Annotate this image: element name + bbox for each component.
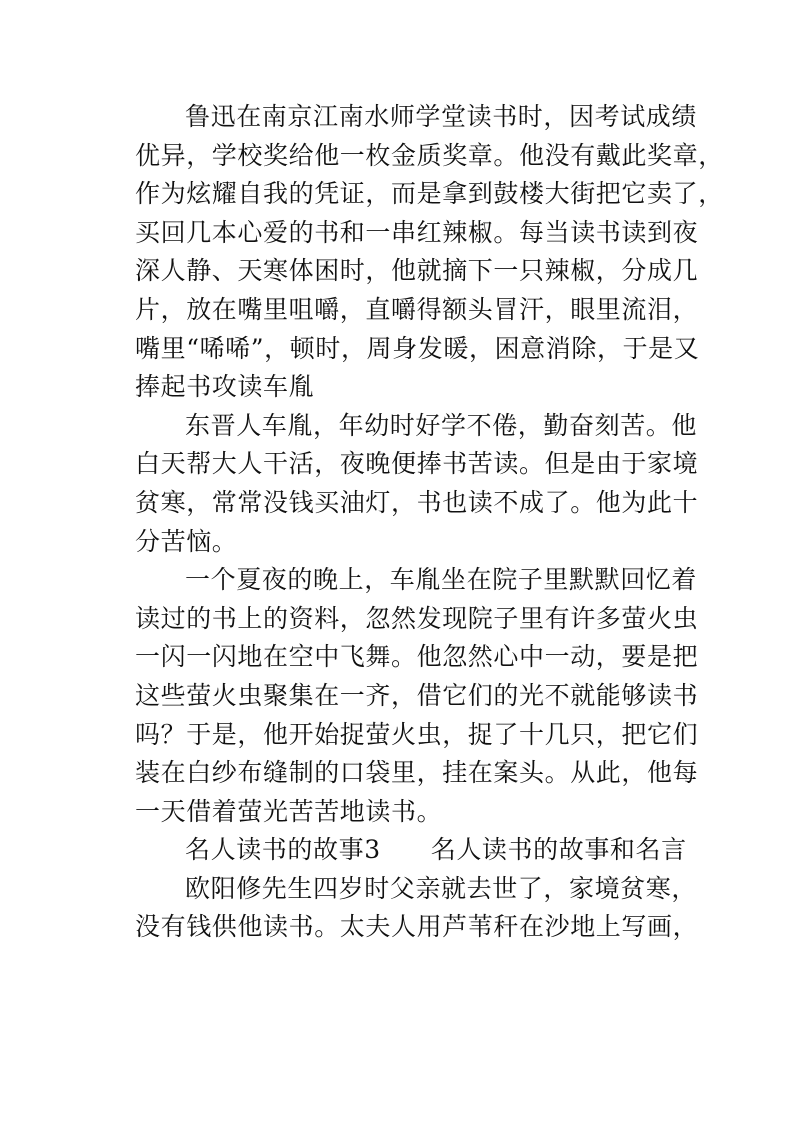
paragraph-line: 嘴里“唏唏”，顿时，周身发暖，困意消除，于是又 [135,333,700,363]
paragraph-line: 东晋人车胤，年幼时好学不倦，勤奋刻苦。他 [185,410,698,440]
paragraph-line: 片，放在嘴里咀嚼，直嚼得额头冒汗，眼里流泪， [135,294,699,324]
paragraph-line: 买回几本心爱的书和一串红辣椒。每当读书读到夜 [135,217,699,247]
paragraph-line: 读过的书上的资料，忽然发现院子里有许多萤火虫 [135,603,699,633]
paragraph-line: 吗？于是，他开始捉萤火虫，捉了十几只，把它们 [135,719,699,749]
paragraph-line: 没有钱供他读书。太夫人用芦苇秆在沙地上写画， [135,912,699,942]
paragraph-line: 一天借着萤光苦苦地读书。 [135,796,443,826]
paragraph-line: 这些萤火虫聚集在一齐，借它们的光不就能够读书 [135,680,699,710]
paragraph-line: 分苦恼。 [135,526,238,556]
paragraph-line: 贫寒，常常没钱买油灯，书也读不成了。他为此十 [135,487,699,517]
paragraph-line: 优异，学校奖给他一枚金质奖章。他没有戴此奖章， [135,140,724,170]
section-heading: 名人读书的故事3 [185,835,381,865]
paragraph-line: 欧阳修先生四岁时父亲就去世了，家境贫寒， [185,873,698,903]
paragraph-line: 鲁迅在南京江南水师学堂读书时，因考试成绩 [185,102,698,131]
paragraph-line: 深人静、天寒体困时，他就摘下一只辣椒，分成几 [135,256,699,286]
section-subheading: 名人读书的故事和名言 [430,835,687,865]
body-text [135,98,724,947]
paragraph-line: 白天帮大人干活，夜晚便捧书苦读。但是由于家境 [135,449,699,479]
paragraph-line: 一个夏夜的晚上，车胤坐在院子里默默回忆着 [185,565,698,595]
section-heading-line [135,831,687,870]
paragraph-line: 一闪一闪地在空中飞舞。他忽然心中一动，要是把 [135,642,699,672]
paragraph-line: 作为炫耀自我的凭证，而是拿到鼓楼大街把它卖了， [135,179,724,209]
paragraph-line: 捧起书攻读车胤 [135,372,315,402]
paragraph-line: 装在白纱布缝制的口袋里，挂在案头。从此，他每 [135,758,699,788]
